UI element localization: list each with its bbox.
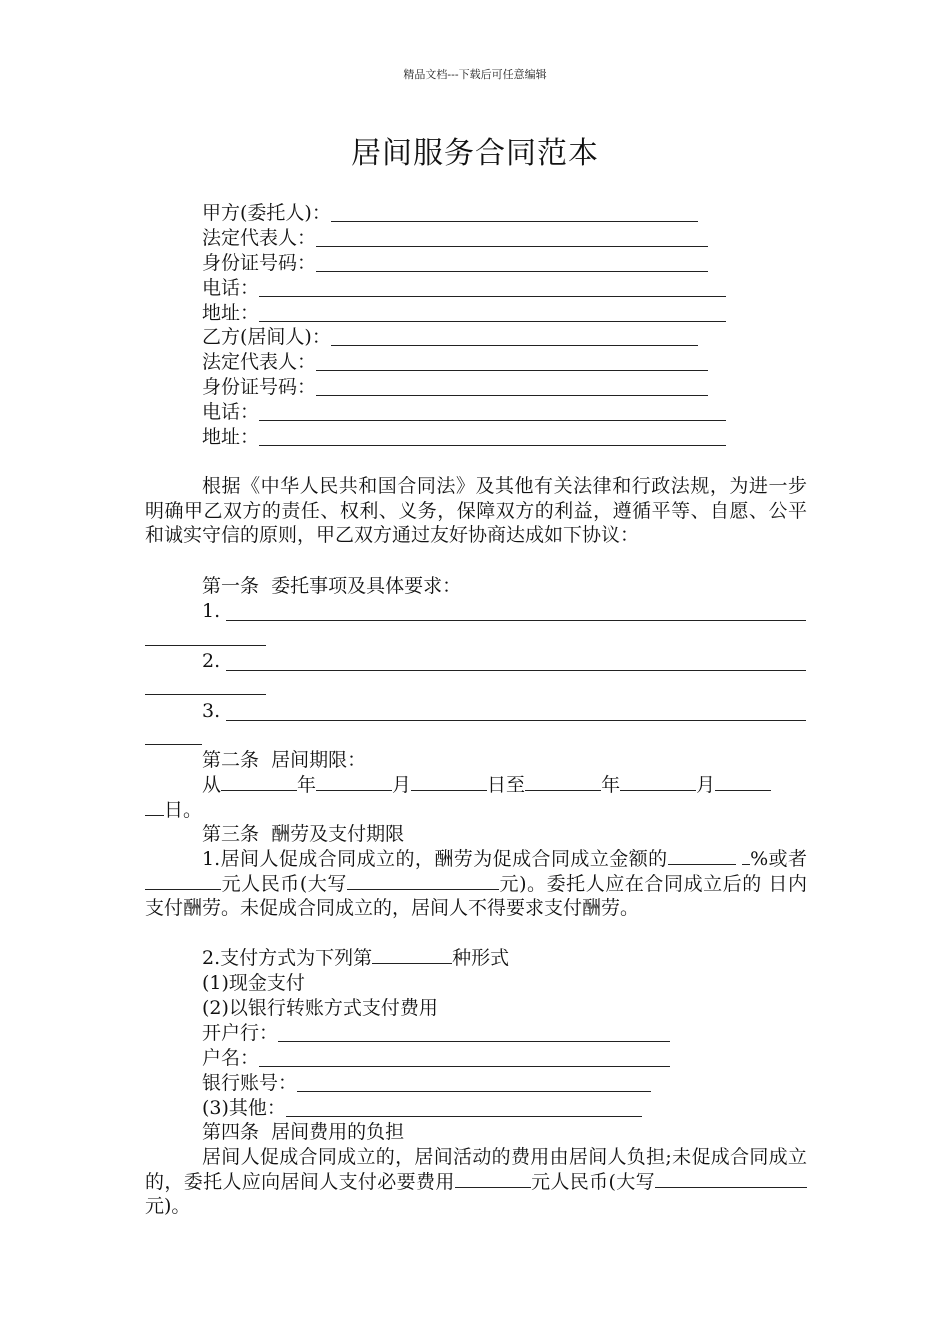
party-a-legal-rep-field[interactable] <box>202 226 708 250</box>
payment-option-transfer: (2)以银行转账方式支付费用 <box>202 997 438 1019</box>
article-3-clause-2 <box>202 946 509 970</box>
party-a-id-label: 身份证号码： <box>202 252 317 274</box>
commission-amount-words-blank[interactable] <box>347 872 499 890</box>
article-1-item-1-blank-cont[interactable] <box>145 645 266 646</box>
party-a-address-label: 地址： <box>202 302 260 324</box>
party-a-phone-blank[interactable] <box>259 279 726 297</box>
article-3-clause-1 <box>145 847 807 921</box>
bank-blank[interactable] <box>278 1024 670 1042</box>
period-year-label: 年 <box>297 774 317 796</box>
end-day-blank[interactable] <box>715 773 771 791</box>
clause-2-text-a: 2.支付方式为下列第 <box>202 947 373 969</box>
account-number-field[interactable] <box>202 1071 651 1095</box>
commission-amount-blank[interactable] <box>145 872 221 890</box>
end-day-blank-cont[interactable] <box>145 798 164 816</box>
period-year2-label: 年 <box>601 774 621 796</box>
account-name-blank[interactable] <box>259 1049 670 1067</box>
page-header: 精品文档---下载后可任意编辑 <box>403 68 547 81</box>
article-1-item-2-blank[interactable] <box>226 670 806 671</box>
article-4-paragraph <box>145 1145 807 1219</box>
expense-amount-words-blank[interactable] <box>655 1170 807 1188</box>
clause-2-text-b: 种形式 <box>452 947 510 969</box>
payment-other-label: (3)其他： <box>202 1097 286 1119</box>
article-2-period-line <box>202 773 771 797</box>
expense-amount-blank[interactable] <box>455 1170 531 1188</box>
party-a-phone-label: 电话： <box>202 277 260 299</box>
party-a-legal-rep-label: 法定代表人： <box>202 227 317 249</box>
payment-option-cash: (1)现金支付 <box>202 972 305 994</box>
party-b-broker-label: 乙方(居间人)： <box>202 326 331 348</box>
commission-percent-blank-cont[interactable] <box>742 847 750 865</box>
period-day-end: 日。 <box>164 799 203 821</box>
article-1-item-3-blank-cont[interactable] <box>145 744 202 745</box>
party-b-legal-rep-label: 法定代表人： <box>202 351 317 373</box>
commission-percent-blank[interactable] <box>668 847 736 865</box>
account-number-blank[interactable] <box>297 1074 651 1092</box>
article-4-text-b: 元人民币(大写 <box>530 1170 655 1193</box>
party-a-legal-rep-blank[interactable] <box>316 229 708 247</box>
party-b-address-label: 地址： <box>202 426 260 448</box>
article-1-item-1-blank[interactable] <box>226 620 806 621</box>
end-month-blank[interactable] <box>620 773 696 791</box>
party-a-address-field[interactable] <box>202 301 726 325</box>
article-4-heading: 第四条 居间费用的负担 <box>202 1121 405 1143</box>
party-b-legal-rep-field[interactable] <box>202 350 708 374</box>
party-a-id-field[interactable] <box>202 251 708 275</box>
account-name-field[interactable] <box>202 1046 670 1070</box>
article-2-period-end <box>145 798 202 822</box>
bank-field[interactable] <box>202 1021 670 1045</box>
payment-other-blank[interactable] <box>286 1099 642 1117</box>
article-1-heading: 第一条 委托事项及具体要求： <box>202 575 462 597</box>
account-name-label: 户名： <box>202 1047 260 1069</box>
article-4-text-c: 元)。 <box>145 1195 191 1218</box>
period-month2-label: 月 <box>696 774 716 796</box>
period-month-label: 月 <box>392 774 412 796</box>
bank-label: 开户行： <box>202 1022 279 1044</box>
party-b-address-field[interactable] <box>202 425 726 449</box>
party-a-principal-label: 甲方(委托人)： <box>202 202 331 224</box>
party-a-id-blank[interactable] <box>316 254 708 272</box>
account-number-label: 银行账号： <box>202 1072 298 1094</box>
party-a-address-blank[interactable] <box>259 304 726 322</box>
start-year-blank[interactable] <box>221 773 297 791</box>
article-1-item-3-number: 3. <box>202 700 221 722</box>
article-1-item-1-number: 1. <box>202 600 221 622</box>
party-a-principal-blank[interactable] <box>331 204 698 222</box>
article-1-item-2-blank-cont[interactable] <box>145 694 266 695</box>
clause-1-text-c: 元人民币(大写 <box>221 872 347 895</box>
start-day-blank[interactable] <box>411 773 487 791</box>
party-a-principal-field[interactable] <box>202 201 698 225</box>
article-3-heading: 第三条 酬劳及支付期限 <box>202 823 405 845</box>
period-day-to: 日至 <box>487 774 526 796</box>
payment-method-blank[interactable] <box>372 946 452 964</box>
party-b-id-label: 身份证号码： <box>202 376 317 398</box>
party-a-phone-field[interactable] <box>202 276 726 300</box>
party-b-phone-label: 电话： <box>202 401 260 423</box>
clause-1-text-d: 元)。委托人应在合同成立后的 日内支付酬劳。未促成合同成立的，居间人不得要求支付酬劳。 <box>145 872 807 920</box>
end-year-blank[interactable] <box>525 773 601 791</box>
party-b-phone-blank[interactable] <box>259 403 726 421</box>
clause-1-text-b: %或者 <box>750 848 807 870</box>
party-b-broker-blank[interactable] <box>331 328 698 346</box>
payment-other-field[interactable] <box>202 1096 642 1120</box>
party-b-id-field[interactable] <box>202 375 708 399</box>
clause-1-text-a: 1.居间人促成合同成立的，酬劳为促成合同成立金额的 <box>202 848 668 870</box>
document-title: 居间服务合同范本 <box>351 136 599 171</box>
party-b-id-blank[interactable] <box>316 378 708 396</box>
party-b-phone-field[interactable] <box>202 400 726 424</box>
party-b-broker-field[interactable] <box>202 325 698 349</box>
article-1-item-3-blank[interactable] <box>226 720 806 721</box>
preamble-paragraph: 根据《中华人民共和国合同法》及其他有关法律和行政法规，为进一步明确甲乙双方的责任、权利、义务，保障双方的利益，遵循平等、自愿、公平和诚实守信的原则，甲乙双方通过友好协商达成如下协议： <box>145 475 807 547</box>
article-2-heading: 第二条 居间期限： <box>202 749 367 771</box>
article-4-text-a: 居间人促成合同成立的，居间活动的费用由居间人负担;未促成合同成立的，委托人应向居间人支付必要费用 <box>145 1146 807 1193</box>
period-from: 从 <box>202 774 222 796</box>
party-b-legal-rep-blank[interactable] <box>316 353 708 371</box>
start-month-blank[interactable] <box>316 773 392 791</box>
party-b-address-blank[interactable] <box>259 428 726 446</box>
article-1-item-2-number: 2. <box>202 650 221 672</box>
